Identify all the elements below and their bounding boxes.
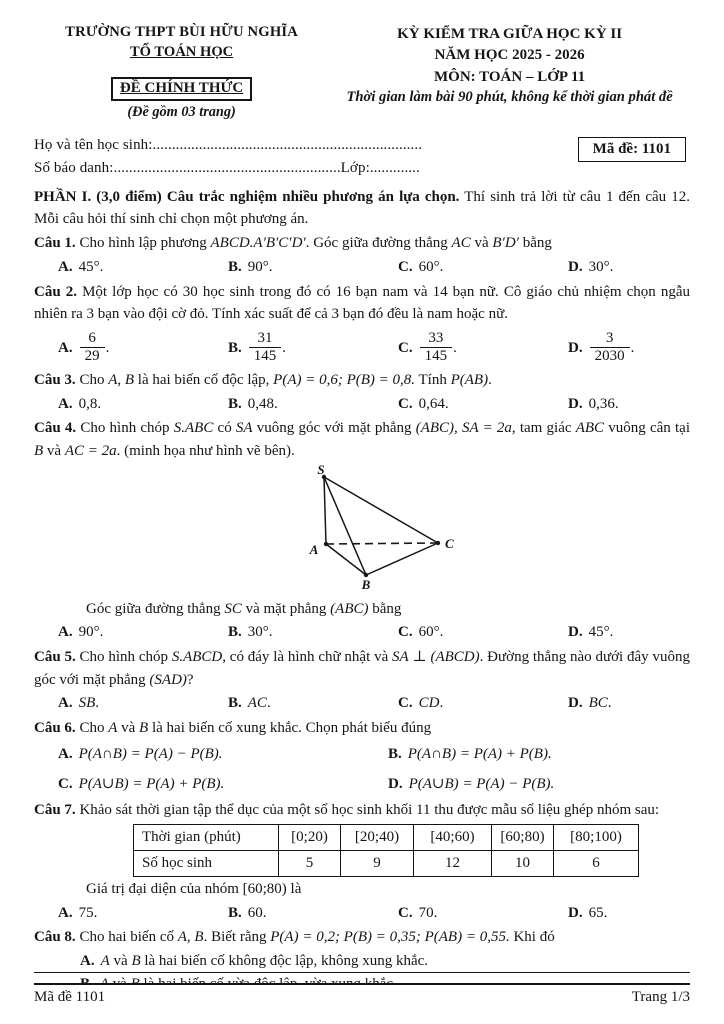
exam-title: KỲ KIỂM TRA GIỮA HỌC KỲ II bbox=[397, 26, 623, 42]
option-key: A. bbox=[58, 395, 73, 412]
option-key: B. bbox=[228, 339, 242, 356]
table-cell: 10 bbox=[492, 851, 554, 877]
vertex-dot-c bbox=[436, 541, 440, 545]
header-left bbox=[34, 24, 329, 121]
option-b bbox=[228, 256, 398, 279]
fraction: $\frac{31}{145}$ bbox=[249, 330, 282, 365]
option-value: 0,8. bbox=[78, 395, 102, 412]
option-key: C. bbox=[398, 339, 413, 356]
fraction: $\frac{3}{2030}$ bbox=[590, 330, 630, 365]
question-3-text bbox=[34, 369, 690, 392]
edge-bc bbox=[366, 543, 438, 575]
option-value: 90°. bbox=[78, 624, 104, 641]
option-c bbox=[58, 773, 388, 796]
fraction: $\frac{6}{29}$ bbox=[80, 330, 105, 365]
option-value: P(A∪B) = P(A) − P(B). bbox=[408, 776, 555, 793]
edge-sb bbox=[324, 477, 366, 575]
student-name-line: Họ và tên học sinh:...................................................................... bbox=[34, 137, 423, 153]
option-key: A. bbox=[58, 745, 73, 762]
option-a bbox=[58, 393, 228, 416]
question-4-caption bbox=[34, 598, 690, 621]
question-body: Cho hình lập phương ABCD.A′B′C′D′. Góc giữa đường thẳng AC và B′D′ bằng bbox=[79, 235, 552, 252]
option-value: BC. bbox=[588, 695, 612, 712]
caption-text: Góc giữa đường thẳng SC và mặt phẳng (ABC) bằng bbox=[86, 600, 402, 617]
option-c bbox=[398, 329, 568, 367]
exam-header bbox=[34, 24, 690, 121]
student-lines bbox=[34, 134, 422, 179]
question-2 bbox=[34, 281, 690, 367]
option-key: D. bbox=[568, 339, 583, 356]
question-label: Câu 8. bbox=[34, 929, 80, 946]
option-value: AC. bbox=[247, 695, 271, 712]
school-year: NĂM HỌC 2025 - 2026 bbox=[434, 47, 585, 64]
vertex-label-c: C bbox=[445, 535, 454, 551]
option-key: C. bbox=[398, 695, 413, 712]
option-key: D. bbox=[568, 259, 583, 276]
question-7-options bbox=[34, 902, 690, 925]
option-value: SB. bbox=[78, 695, 100, 712]
question-4-figure bbox=[34, 465, 690, 596]
question-1-text bbox=[34, 232, 690, 255]
duration-note: Thời gian làm bài 90 phút, không kể thời gian phát đề bbox=[346, 88, 673, 105]
option-value: $\frac{31}{145}$ . bbox=[248, 340, 286, 356]
vertex-label-s: S bbox=[317, 464, 325, 477]
question-8-text bbox=[34, 926, 690, 949]
option-value: CD. bbox=[418, 695, 444, 712]
option-d bbox=[388, 773, 690, 796]
option-a bbox=[58, 621, 228, 644]
vertex-label-a: A bbox=[309, 541, 319, 557]
student-info bbox=[34, 134, 690, 179]
department-name: TỔ TOÁN HỌC bbox=[129, 44, 234, 60]
question-6 bbox=[34, 717, 690, 796]
option-value: 60°. bbox=[418, 624, 444, 641]
footer-exam-code: Mã đề 1101 bbox=[34, 989, 106, 1005]
option-a bbox=[58, 329, 228, 367]
option-value: 45°. bbox=[588, 624, 614, 641]
official-exam-box: ĐỀ CHÍNH THỨC bbox=[111, 77, 252, 101]
option-b bbox=[228, 621, 398, 644]
table-cell: 5 bbox=[279, 851, 341, 877]
question-2-text bbox=[34, 281, 690, 327]
option-value: $\frac{3}{2030}$ . bbox=[589, 340, 635, 356]
question-body: Cho hai biến cố A, B. Biết rằng P(A) = 0,2; P(B) = 0,35; P(AB) = 0,55. Khi đó bbox=[79, 929, 555, 946]
table-cell: 12 bbox=[414, 851, 492, 877]
option-c bbox=[398, 621, 568, 644]
option-value: P(A∩B) = P(A) − P(B). bbox=[78, 745, 223, 762]
header-right bbox=[329, 24, 690, 121]
option-a bbox=[58, 902, 228, 925]
table-cell: [60;80) bbox=[492, 825, 554, 851]
part1-heading bbox=[34, 186, 690, 230]
question-5-options bbox=[34, 692, 690, 715]
option-value: 60. bbox=[247, 904, 267, 921]
question-3-options bbox=[34, 393, 690, 416]
option-key: D. bbox=[388, 776, 403, 793]
option-value: 45°. bbox=[78, 259, 104, 276]
option-key: A. bbox=[58, 904, 73, 921]
option-key: D. bbox=[568, 395, 583, 412]
question-6-text bbox=[34, 717, 690, 740]
table-cell: Thời gian (phút) bbox=[134, 825, 279, 851]
option-value: P(A∩B) = P(A) + P(B). bbox=[407, 745, 552, 762]
footer-thin-rule bbox=[34, 972, 690, 973]
option-d bbox=[568, 393, 690, 416]
question-label: Câu 4. bbox=[34, 420, 81, 437]
table-cell: [20;40) bbox=[341, 825, 414, 851]
table-row bbox=[134, 825, 639, 851]
question-5-text bbox=[34, 646, 690, 692]
option-value: A và B là hai biến cố không độc lập, không xung khắc. bbox=[100, 953, 429, 970]
option-key: C. bbox=[398, 904, 413, 921]
option-b bbox=[228, 692, 398, 715]
option-key: C. bbox=[58, 776, 73, 793]
page-footer bbox=[34, 983, 690, 1006]
option-c bbox=[398, 256, 568, 279]
question-7 bbox=[34, 799, 690, 925]
question-3 bbox=[34, 369, 690, 415]
vertex-label-b: B bbox=[361, 576, 371, 591]
student-id-line: Số báo danh:...........................................................Lớp:............. bbox=[34, 159, 420, 176]
question-label: Câu 6. bbox=[34, 719, 80, 736]
option-value: 30°. bbox=[247, 624, 273, 641]
school-name: TRƯỜNG THPT BÙI HỮU NGHĨA bbox=[65, 24, 299, 40]
part1-heading-bold: PHẦN I. (3,0 điểm) Câu trắc nghiệm nhiều phương án lựa chọn. bbox=[34, 189, 460, 205]
table-cell: [40;60) bbox=[414, 825, 492, 851]
question-label: Câu 2. bbox=[34, 283, 83, 300]
option-d bbox=[568, 256, 690, 279]
option-c bbox=[398, 692, 568, 715]
question-4-options bbox=[34, 621, 690, 644]
subject-line: MÔN: TOÁN – LỚP 11 bbox=[434, 68, 586, 85]
option-a bbox=[80, 950, 690, 973]
question-body: Cho A và B là hai biến cố xung khắc. Chọn phát biểu đúng bbox=[79, 719, 432, 736]
option-a bbox=[58, 692, 228, 715]
option-key: D. bbox=[568, 695, 583, 712]
option-d bbox=[568, 902, 690, 925]
edge-sc bbox=[324, 477, 438, 543]
option-d bbox=[568, 621, 690, 644]
option-value: 75. bbox=[78, 904, 98, 921]
option-value: $\frac{6}{29}$ . bbox=[79, 340, 110, 356]
frequency-table bbox=[133, 824, 639, 877]
option-b bbox=[228, 393, 398, 416]
edge-sa bbox=[324, 477, 326, 544]
option-c bbox=[398, 902, 568, 925]
option-key: B. bbox=[228, 395, 242, 412]
question-6-options bbox=[34, 743, 690, 796]
question-5 bbox=[34, 646, 690, 715]
option-value: P(A∪B) = P(A) + P(B). bbox=[78, 776, 225, 793]
vertex-dot-a bbox=[324, 542, 328, 546]
question-body: Cho hình chóp S.ABCD, có đáy là hình chữ nhật và SA ⊥ (ABCD). Đường thẳng nào dưới đây vuông góc với mặt phẳng (SAD)? bbox=[34, 648, 690, 688]
edge-ac-dashed bbox=[326, 543, 438, 544]
option-value: $\frac{33}{145}$ . bbox=[419, 340, 457, 356]
question-label: Câu 1. bbox=[34, 235, 80, 252]
question-body: Khảo sát thời gian tập thể dục của một số học sinh khối 11 thu được mẫu số liệu ghép nhóm sau: bbox=[79, 801, 660, 818]
question-label: Câu 3. bbox=[34, 371, 80, 388]
note-text: Giá trị đại diện của nhóm [60;80) là bbox=[86, 881, 302, 898]
option-d bbox=[568, 692, 690, 715]
option-key: A. bbox=[58, 624, 73, 641]
option-key: A. bbox=[58, 339, 73, 356]
option-a bbox=[58, 743, 388, 766]
table-cell: [80;100) bbox=[554, 825, 639, 851]
option-value: 65. bbox=[588, 904, 608, 921]
option-key: B. bbox=[228, 624, 242, 641]
table-cell: 6 bbox=[554, 851, 639, 877]
option-value: 0,64. bbox=[418, 395, 449, 412]
pages-note: (Đề gồm 03 trang) bbox=[127, 104, 236, 120]
option-key: B. bbox=[228, 695, 242, 712]
option-value: 30°. bbox=[588, 259, 614, 276]
exam-code-box: Mã đề: 1101 bbox=[578, 137, 686, 162]
footer-page-number: Trang 1/3 bbox=[631, 989, 690, 1005]
option-value: 0,48. bbox=[247, 395, 278, 412]
table-cell: 9 bbox=[341, 851, 414, 877]
option-b bbox=[228, 902, 398, 925]
question-7-note bbox=[34, 878, 690, 901]
option-key: B. bbox=[228, 259, 242, 276]
table-cell: [0;20) bbox=[279, 825, 341, 851]
option-key: C. bbox=[398, 624, 413, 641]
question-7-text bbox=[34, 799, 690, 822]
question-body: Cho A, B là hai biến cố độc lập, P(A) = 0,6; P(B) = 0,8. Tính P(AB). bbox=[79, 371, 492, 388]
option-b bbox=[388, 743, 690, 766]
option-key: A. bbox=[58, 695, 73, 712]
option-key: C. bbox=[398, 395, 413, 412]
option-key: D. bbox=[568, 624, 583, 641]
question-body: Một lớp học có 30 học sinh trong đó có 16 bạn nam và 14 bạn nữ. Cô giáo chủ nhiệm chọn ngẫu nhiên ra 3 bạn vào đội cờ đỏ. Tính xác suất để cả 3 bạn đó đều là nam hoặc nữ. bbox=[34, 283, 690, 323]
table-cell: Số học sinh bbox=[134, 851, 279, 877]
option-key: A. bbox=[58, 259, 73, 276]
question-1-options bbox=[34, 256, 690, 279]
question-2-options bbox=[34, 329, 690, 367]
table-row bbox=[134, 851, 639, 877]
question-label: Câu 5. bbox=[34, 648, 80, 665]
option-d bbox=[568, 329, 690, 367]
option-key: B. bbox=[388, 745, 402, 762]
option-key: C. bbox=[398, 259, 413, 276]
part1-heading-rest: Thí sinh trả lời từ câu 1 đến câu 12. Mỗi câu hỏi thí sinh chỉ chọn một phương án. bbox=[34, 189, 690, 228]
option-value: 0,36. bbox=[588, 395, 619, 412]
fraction: $\frac{33}{145}$ bbox=[420, 330, 453, 365]
option-key: B. bbox=[228, 904, 242, 921]
pyramid-figure bbox=[300, 465, 460, 591]
option-key: A. bbox=[80, 953, 95, 970]
option-value: 70. bbox=[418, 904, 438, 921]
question-label: Câu 7. bbox=[34, 801, 80, 818]
question-4 bbox=[34, 417, 690, 644]
question-body: Cho hình chóp S.ABC có SA vuông góc với mặt phẳng (ABC), SA = 2a, tam giác ABC vuông cân tại B và AC = 2a. (minh họa như hình vẽ bên). bbox=[34, 420, 690, 459]
option-b bbox=[228, 329, 398, 367]
option-a bbox=[58, 256, 228, 279]
option-key: D. bbox=[568, 904, 583, 921]
option-value: 90°. bbox=[247, 259, 273, 276]
option-value: 60°. bbox=[418, 259, 444, 276]
question-4-text bbox=[34, 417, 690, 463]
question-1 bbox=[34, 232, 690, 278]
option-c bbox=[398, 393, 568, 416]
